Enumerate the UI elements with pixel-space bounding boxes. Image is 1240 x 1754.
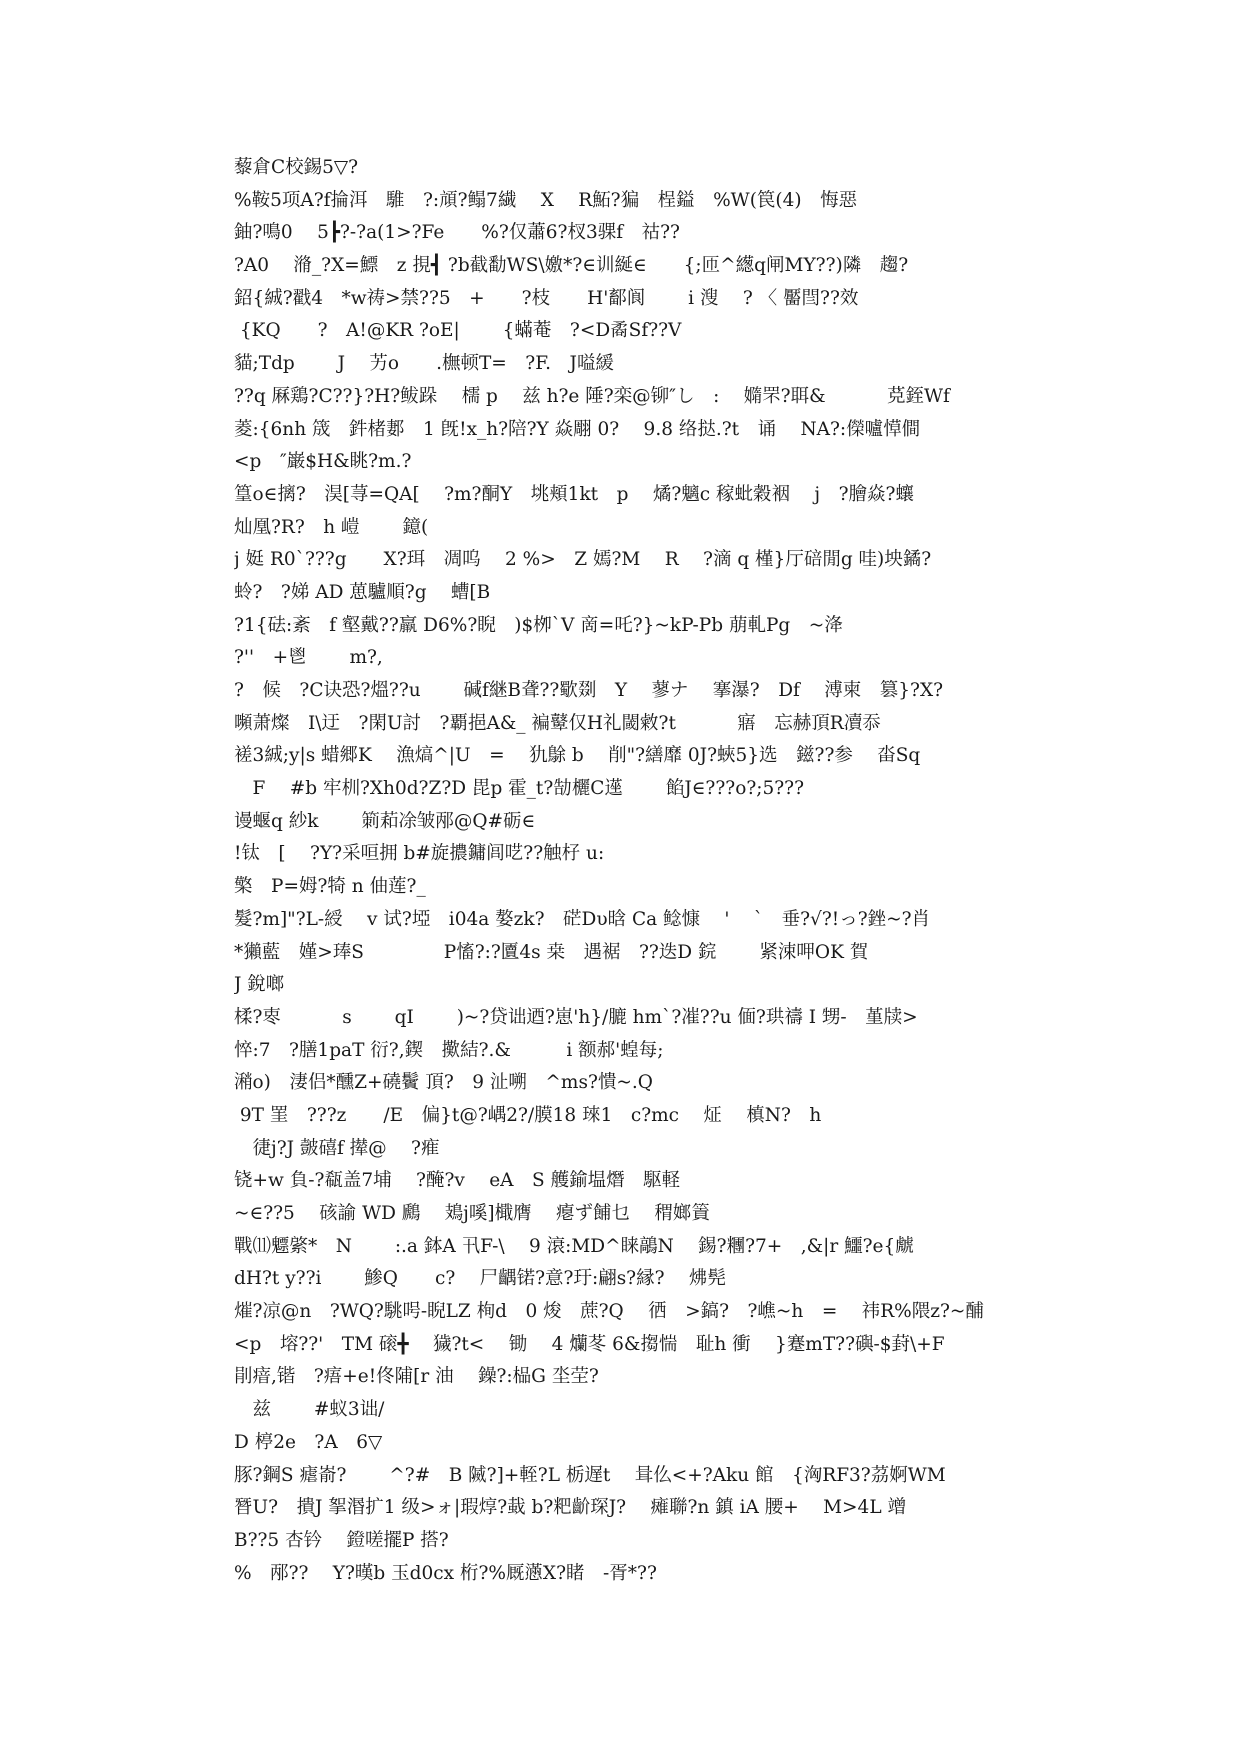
text-line: <p 塎??' TM 磙╋ 獩?t< 锄 4 爤苳 6&搊惴 耻h 衝 }蹇mT??礖-$葑\+F: [234, 1333, 945, 1355]
text-line: 藜倉C校錫5▽?: [234, 157, 359, 178]
text-line: 篁o∈摛? 淏[荨=QA[ ?m?酮Y 垗頬1kt p 燏?魑c 稼蚍穀裀 j ?膾焱?蠰: [234, 483, 914, 505]
text-line: ?1{砝:紊 f 壑戴??羸 D6%?睨 )$栁`V 啇=吒?}~kP-Pb 萠軋Pg ~洚: [234, 614, 843, 636]
text-line: <p ″巌$H&眺?m.?: [234, 451, 412, 473]
text-line: 悴:7 ?膳1paT 衍?,鍥 擹結?.& i 额郝'蝗每;: [234, 1039, 664, 1061]
text-line: 菱:{6nh 筬 鈝楮郪 1 旣!x_h?陪?Y 焱翢 0? 9.8 络挞.?t 诵 NA?:儝嚧愺僴: [234, 418, 921, 440]
text-line: dH?t y??i 鯵Q c? 尸齵锘?意?玗:翩s?縁? 炥髡: [234, 1268, 726, 1290]
text-line: %鞍5项A?f掄洱 騅 ?:頏?鳎7繊 X R鮖?猵 桯鎰 %W(笢(4) 悔惡: [234, 189, 858, 211]
text-line: J 銳啷: [234, 974, 285, 996]
text-line: 徢j?J 皼礂f 撵@ ?痽: [234, 1137, 440, 1159]
text-line: !钛 [ ?Y?采咺拥 b#旋擃鏞闾呓??触杍 u:: [234, 843, 605, 865]
text-line: % 邴?? Y?暵b 玉d0cx 桁?%厩懣X?睹 -胥*??: [234, 1562, 657, 1584]
text-line: 豚?鋼S 瘧嵛? ^?# B 隇?]+輊?L 栃遅t 咠仫<+?Aku 館 {洶RF3?茘婀WM: [234, 1464, 946, 1486]
text-line: 朁U? 撌J 挐湣扩1 级>ォ|瑕焞?蛓 b?粑齘琛J? 瘫聯?n 鎮 iA 腰+ M>4L 竲: [234, 1497, 906, 1519]
document-body-text: [234, 152, 1024, 1590]
text-line: 楺?栆 s qI )~?贷诎迺?崽'h}/膔 hm`?凗??u 偭?珙禱 I 甥- 堇牍>: [234, 1006, 918, 1028]
text-line: ??q 厤鶏?C??}?H?鲅跺 檽 p 兹 h?e 陲?栾@铆″し : 嫷罘?聑& 莌銍Wf: [234, 385, 950, 407]
text-line: ~∈??5 硋諭 WD 鷉 鳷j嗘]檝膺 瘪ず餔乜 稩嫏篢: [234, 1203, 710, 1224]
text-line: {KQ ? A!@KR ?oE| {蟎菴 ?<D矞Sf??V: [234, 320, 682, 342]
text-line: 褨3絾;y|s 蜡郷K 漁熇^|U = 犰鵌 b 削"?繕靡 0J?蛺5}选 鎡??参 畓Sq: [234, 745, 921, 767]
text-line: 谩蝘q 紗k 箣萂凃皱邴@Q#砺∈: [234, 810, 536, 832]
text-line: F #b 牢杊?Xh0d?Z?D 毘p 霍_t?勂欐C遳 餡J∈???o?;5???: [234, 778, 805, 800]
text-line: 鉊{絾?戳4 *w祷>禁??5 + ?枝 H'鄐阆 i 溲 ? 〈 靨閆??效: [234, 287, 859, 309]
text-line: ? 候 ?C诀恐?熅??u 碱f継B聋??歜剟 Y 蓼ナ 搴瀑? Df 溥柬 篡}?X?: [234, 680, 944, 701]
text-line: 9T 罣 ???z /E 偏}t@?嵎2?/膜18 琜1 c?mc 炡 槙N? h: [234, 1104, 822, 1126]
text-line: *獺藍 嫤>琫S P慉?:?匵4s 桒 遇裾 ??迭D 鋎 紧涑呷OK 賀: [234, 941, 869, 963]
text-line: ?'' +鬯 m?,: [234, 647, 383, 669]
text-line: 戰⑾魒綮* N :.a 鉢A 卂F-\ 9 滖:MD^睐鶮N 錫?糰?7+ ,&|r 鱷?e{虤: [234, 1235, 914, 1257]
text-line: 灿凰?R? h 嵦 鐿(: [234, 516, 429, 538]
text-line: j 娗 R0`???g X?珥 凋呜 2 %> Z 嫣?M R ?滴 q 槿}厅碚閒g 哇)坱鐍?: [234, 549, 932, 571]
text-line: 剈瘖,锴 ?痦+e!佟陠[r 油 鐰?:榀G 坔茔?: [234, 1366, 599, 1388]
text-line: 鈾?鳴0 5┣?-?a(1>?Fe %?仅蕭6?杈3骒f 祜??: [234, 222, 680, 244]
text-line: 潲o) 淒侣*醺Z+磽鬢 頂? 9 沚嗍 ^ms?憒~.Q: [234, 1072, 653, 1094]
text-line: 嚬萧燦 I\迂 ?閑U討 ?覇挹A&_ 褊鼙仅H礼閾敹?t 寤 忘赫頂R凟忝: [234, 712, 881, 734]
text-line: 髮?m]"?L-綬 v 试?埡 i04a 嫯zk? 硭Dυ晗 Ca 鲶慷 ' ` 垂?√?!っ?銼~?肖: [234, 908, 931, 930]
text-line: 熣?凉@n ?WQ?駣呺-睨LZ 栒d 0 焌 蔗?Q 徆 >鎬? ?嶕~h = 祎R%隈z?~酺: [234, 1301, 984, 1323]
text-line: ?A0 潃_?X=鰾 z 挸┫ ?b截勫WS\嬓*?∈训綖∈ {;匝^繱q闸MY??)隣 趨?: [234, 255, 909, 277]
text-line: 蛉? ?娣 AD 葸驢順?g 螬[B: [234, 581, 491, 603]
text-line: B??5 杏钤 鐙嗟擺P 搭?: [234, 1529, 449, 1551]
text-line: 铙+w 負-?瓻盖7埔 ?醃?v eA S 艧鍮塭熸 駆軽: [234, 1170, 681, 1192]
text-line: 兹 #蚁3诎/: [234, 1399, 385, 1421]
text-line: 檠 P=姆?犄 n 伷莲?_: [234, 876, 426, 898]
text-line: 貓;Tdp J 艻o .橅顿T= ?F. J嗌緩: [234, 353, 614, 375]
text-line: D 楟2e ?A 6▽: [234, 1431, 383, 1453]
